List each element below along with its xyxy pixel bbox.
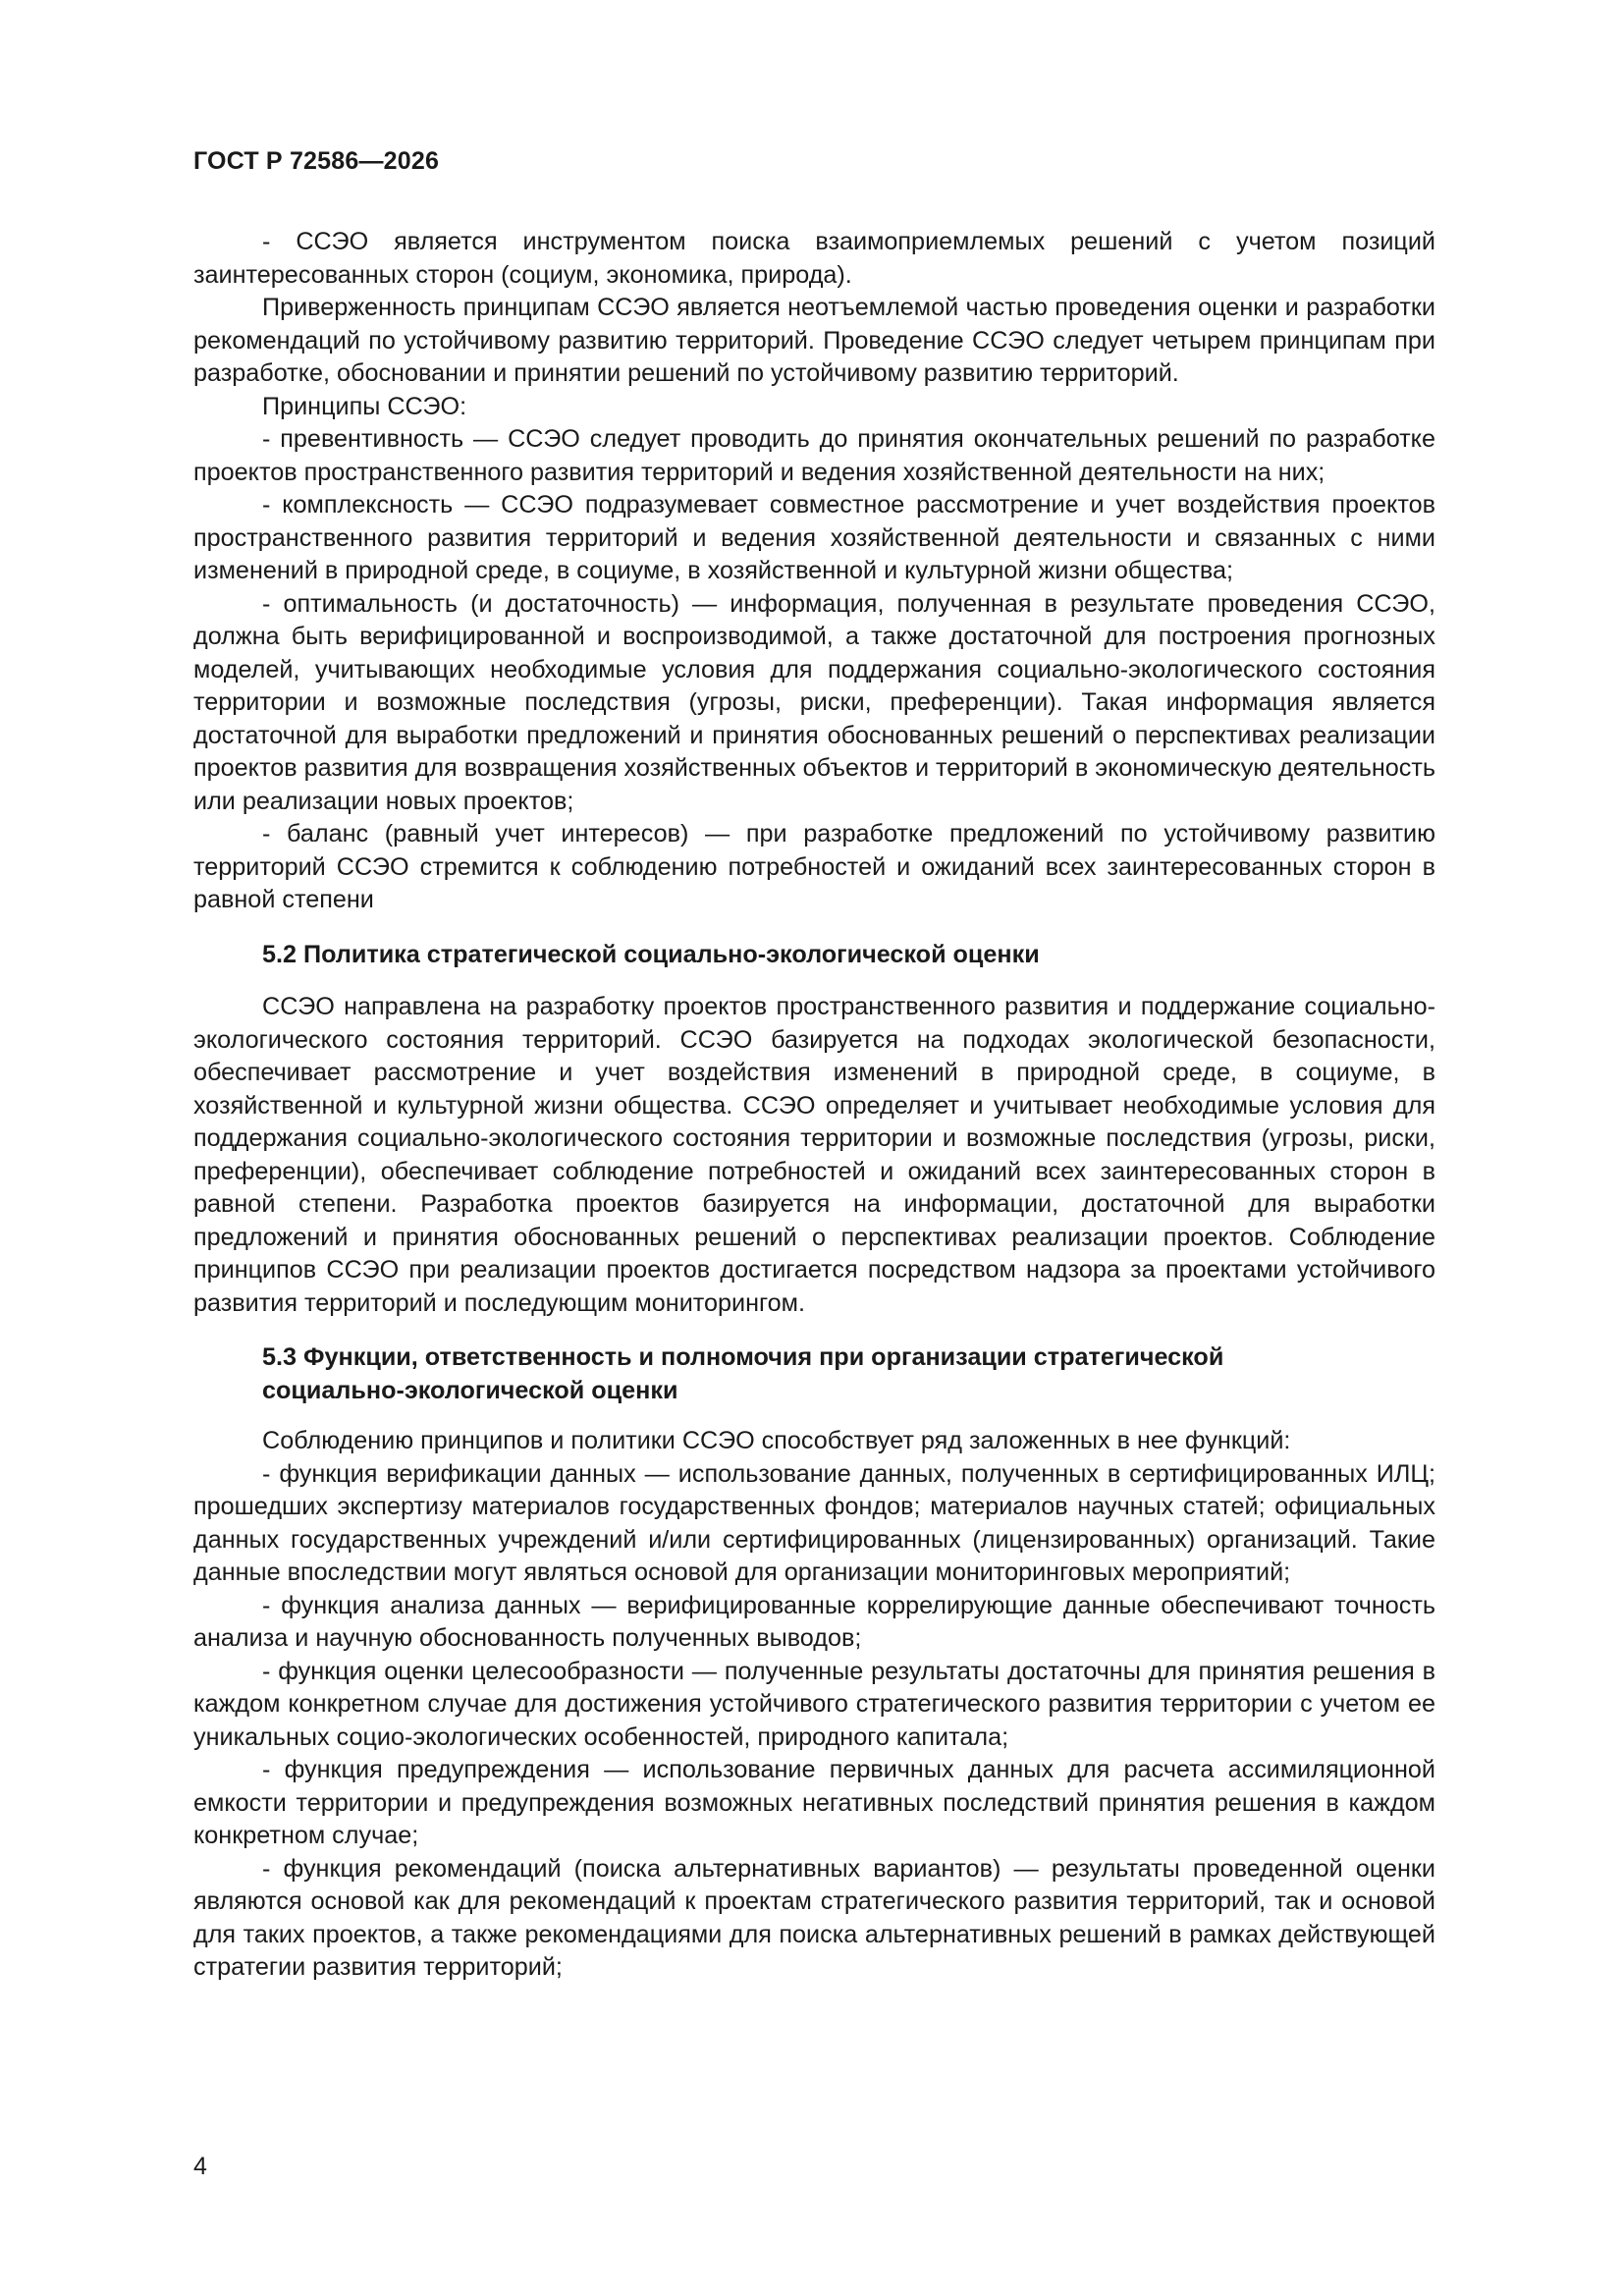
document-body (193, 226, 1435, 1985)
section-5-2-body: ССЭО направлена на разработку проектов пространственного развития и поддержание социально-экологического состояния территорий. ССЭО базируется на подходах экологической безопасности, обеспечивает рассмотрение и учет воздействия изменений в природной среде, в социуме, в хозяйственной и культурной жизни общества. ССЭО определяет и учитывает необходимые условия для поддержания социально-экологического состояния территории и возможные последствия (угрозы, риски, преференции), обеспечивает соблюдение потребностей и ожиданий всех заинтересованных сторон в равной степени. Разработка проектов базируется на информации, достаточной для выработки предложений и принятия обоснованных решений о перспективах реализации проектов. Соблюдение принципов ССЭО при реализации проектов достигается посредством надзора за проектами устойчивого развития территорий и последующим мониторингом. (193, 993, 1435, 1317)
principle-item: - оптимальность (и достаточность) — информация, полученная в результате проведения ССЭО, должна быть верифицированной и воспроизводимой, а также достаточной для построения прогнозных моделей, учитывающих необходимые условия для поддержания социально-экологического состояния территории и возможные последствия (угрозы, риски, преференции). Такая информация является достаточной для выработки предложений и принятия обоснованных решений о перспективах реализации проектов развития для возвращения хозяйственных объектов и территорий в экономическую деятельность или реализации новых проектов; (193, 589, 1435, 815)
principles-title: Принципы ССЭО: (262, 392, 467, 420)
section-5-3-heading (193, 1341, 1435, 1407)
paragraph-commitment: Приверженность принципам ССЭО является неотъемлемой частью проведения оценки и разработки рекомендаций по устойчивому развитию территорий. Проведение ССЭО следует четырем принципам при разработке, обосновании и принятии решений по устойчивому развитию территорий. (193, 294, 1435, 387)
principle-item: - комплексность — ССЭО подразумевает совместное рассмотрение и учет воздействия проектов пространственного развития территорий и ведения хозяйственной деятельности и связанных с ними изменений в природной среде, в социуме, в хозяйственной и культурной жизни общества; (193, 491, 1435, 584)
section-5-2-heading: 5.2 Политика стратегической социально-экологической оценки (262, 940, 1040, 968)
function-item: - функция верификации данных — использование данных, полученных в сертифицированных ИЛЦ; прошедших экспертизу материалов государственных фондов; материалов научных статей; официальных данных государственных учреждений и/или сертифицированных (лицензированных) организаций. Такие данные впоследствии могут являться основой для организации мониторинговых мероприятий; (193, 1459, 1435, 1586)
section-5-3-heading-line2: социально-экологической оценки (262, 1376, 678, 1404)
section-5-3-heading-line1: 5.3 Функции, ответственность и полномочия при организации стратегической (262, 1343, 1224, 1371)
page-number: 4 (193, 2153, 207, 2180)
function-item: - функция рекомендаций (поиска альтернативных вариантов) — результаты проведенной оценки являются основой как для рекомендаций к проектам стратегического развития территорий, так и основой для таких проектов, а также рекомендациями для поиска альтернативных решений в рамках действующей стратегии развития территорий; (193, 1854, 1435, 1981)
function-item: - функция анализа данных — верифицированные коррелирующие данные обеспечивают точность анализа и научную обоснованность полученных выводов; (193, 1591, 1435, 1652)
document-header: ГОСТ Р 72586—2026 (193, 147, 440, 175)
principle-item: - превентивность — ССЭО следует проводить до принятия окончательных решений по разработке проектов пространственного развития территорий и ведения хозяйственной деятельности на них; (193, 425, 1435, 486)
function-item: - функция оценки целесообразности — полученные результаты достаточны для принятия решения в каждом конкретном случае для достижения устойчивого стратегического развития территории с учетом ее уникальных социо-экологических особенностей, природного капитала; (193, 1657, 1435, 1751)
principle-item: - баланс (равный учет интересов) — при разработке предложений по устойчивому развитию территорий ССЭО стремится к соблюдению потребностей и ожиданий всех заинтересованных сторон в равной степени (193, 820, 1435, 913)
section-5-3-intro: Соблюдению принципов и политики ССЭО способствует ряд заложенных в нее функций: (262, 1427, 1291, 1454)
paragraph-tool: - ССЭО является инструментом поиска взаимоприемлемых решений с учетом позиций заинтересованных сторон (социум, экономика, природа). (193, 228, 1435, 289)
function-item: - функция предупреждения — использование первичных данных для расчета ассимиляционной емкости территории и предупреждения возможных негативных последствий принятия решения в каждом конкретном случае; (193, 1756, 1435, 1849)
